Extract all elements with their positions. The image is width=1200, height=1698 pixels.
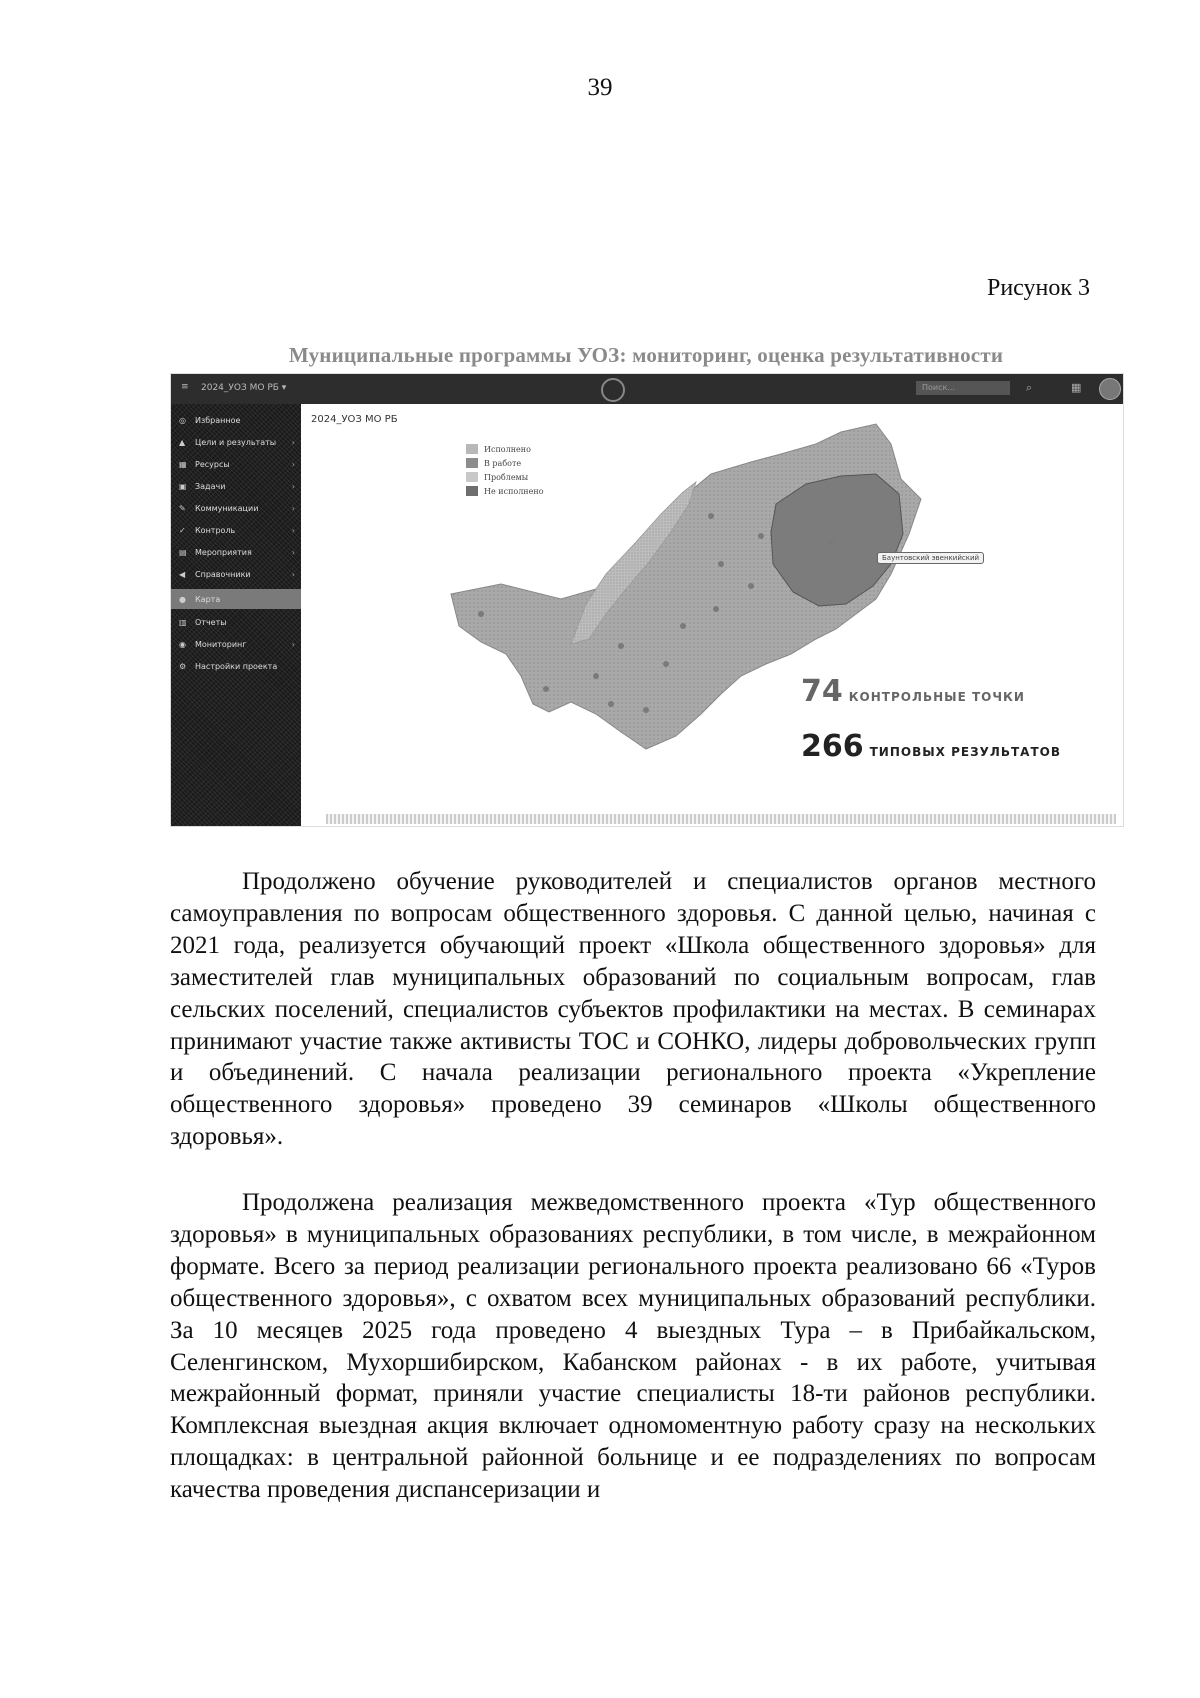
sidebar-item[interactable] <box>171 454 301 474</box>
sidebar-item-label: Отчеты <box>195 617 227 627</box>
map-marker <box>828 539 834 545</box>
sidebar-item-icon: ◉ <box>179 639 186 649</box>
horizontal-scrollbar[interactable] <box>326 814 1116 824</box>
sidebar-item[interactable] <box>171 498 301 518</box>
sidebar-item-icon: ✓ <box>179 525 186 535</box>
legend-label: Не исполнено <box>484 486 544 496</box>
legend-swatch <box>466 444 478 454</box>
map-marker <box>718 561 724 567</box>
map-marker <box>618 643 624 649</box>
map-legend <box>466 442 544 498</box>
map-marker <box>708 513 714 519</box>
sidebar-item-icon: ▲ <box>179 437 186 447</box>
stat-label: ТИПОВЫХ РЕЗУЛЬТАТОВ <box>869 745 1061 759</box>
paragraph: Продолжена реализация межведомственного проекта «Тур общественного здоровья» в муниципальных образованиях республики, в том числе, в межрайонном формате. Всего за период реализации регионального проекта реализовано 66 «Туров общественного здоровья», с охватом всех муниципальных образований республики. За 10 месяцев 2025 года проведено 4 выездных Тура – в Прибайкальском, Селенгинском, Мухоршибирском, Кабанском районах - в их работе, учитывая межрайонный формат, приняли участие специалисты 18-ти районов республики. Комплексная выездная акция включает одномоментную работу сразу на нескольких площадках: в центральной районной больнице и ее подразделениях по вопросам качества проведения диспансеризации и <box>170 1189 1096 1504</box>
sidebar-item-label: Цели и результаты <box>195 437 277 447</box>
sidebar-item-label: Карта <box>195 594 221 604</box>
legend-item <box>466 484 544 498</box>
sidebar-item-label: Мероприятия <box>195 547 252 557</box>
project-selector[interactable]: 2024_УОЗ МО РБ ▾ <box>201 383 287 393</box>
chevron-right-icon: › <box>291 503 295 513</box>
legend-item <box>466 442 544 456</box>
map-marker <box>748 583 754 589</box>
menu-icon[interactable]: ≡ <box>181 382 189 392</box>
map-marker <box>758 533 764 539</box>
sidebar <box>171 404 301 826</box>
legend-label: Проблемы <box>484 472 529 482</box>
sidebar-item[interactable] <box>171 410 301 430</box>
dashboard-screenshot <box>170 373 1124 827</box>
map-marker <box>663 661 669 667</box>
legend-swatch <box>466 458 478 468</box>
map-marker <box>643 707 649 713</box>
map-marker <box>680 623 686 629</box>
sidebar-item-label: Коммуникации <box>195 503 259 513</box>
search-input[interactable]: Поиск... <box>916 381 1010 395</box>
map-marker <box>543 686 549 692</box>
stat-label: КОНТРОЛЬНЫЕ ТОЧКИ <box>848 690 1025 704</box>
chevron-right-icon: › <box>291 459 295 469</box>
chevron-right-icon: › <box>291 481 295 491</box>
sidebar-item-label: Справочники <box>195 569 251 579</box>
sidebar-item[interactable] <box>171 589 301 609</box>
sidebar-item-icon: ▣ <box>179 481 187 491</box>
stat-value: 266 <box>801 729 864 764</box>
map-marker <box>478 611 484 617</box>
legend-label: Исполнено <box>484 444 531 454</box>
sidebar-item[interactable] <box>171 564 301 584</box>
sidebar-item-icon: ✎ <box>179 503 186 513</box>
sidebar-item[interactable] <box>171 656 301 676</box>
map-marker <box>608 701 614 707</box>
legend-item <box>466 470 544 484</box>
paragraph: Продолжено обучение руководителей и специалистов органов местного самоуправления по вопросам общественного здоровья. С данной целью, начиная с 2021 года, реализуется обучающий проект «Школа общественного здоровья» для заместителей глав муниципальных образований по социальным вопросам, глав сельских поселений, специалистов субъектов профилактики на местах. В семинарах принимают участие также активисты ТОС и СОНКО, лидеры добровольческих групп и объединений. С начала реализации регионального проекта «Укрепление общественного здоровья» проведено 39 семинаров «Школы общественного здоровья». <box>170 868 1096 1151</box>
search-icon[interactable]: ⌕ <box>1026 381 1033 394</box>
sidebar-item-label: Задачи <box>195 481 226 491</box>
legend-label: В работе <box>484 458 522 468</box>
dashboard-title: 2024_УОЗ МО РБ <box>311 414 398 425</box>
chevron-right-icon: › <box>291 437 295 447</box>
sidebar-item-icon: ▦ <box>179 459 187 469</box>
sidebar-item-icon: ◀ <box>179 569 186 579</box>
sidebar-item-icon: ● <box>179 594 186 604</box>
figure-title: Муниципальные программы УОЗ: мониторинг, оценка результативности <box>288 343 1004 367</box>
chevron-right-icon: › <box>291 569 295 579</box>
stat-control-points <box>801 674 1025 709</box>
legend-swatch <box>466 472 478 482</box>
map-callout: Баунтовский эвенкийский <box>877 552 984 564</box>
sidebar-item[interactable] <box>171 476 301 496</box>
sidebar-item[interactable] <box>171 612 301 632</box>
sidebar-item-label: Избранное <box>195 415 241 425</box>
sidebar-item[interactable] <box>171 634 301 654</box>
stat-value: 74 <box>801 674 843 709</box>
chevron-right-icon: › <box>291 525 295 535</box>
apps-grid-icon[interactable]: ▦ <box>1071 381 1082 394</box>
sidebar-item[interactable] <box>171 520 301 540</box>
sidebar-item[interactable] <box>171 542 301 562</box>
sidebar-item-icon: ▤ <box>179 547 187 557</box>
sidebar-item-label: Мониторинг <box>195 639 247 649</box>
chevron-right-icon: › <box>291 547 295 557</box>
stat-typical-results <box>801 729 1061 764</box>
chevron-right-icon: › <box>291 639 295 649</box>
app-topbar <box>171 374 1123 404</box>
app-logo-icon <box>601 378 625 402</box>
figure-label: Рисунок 3 <box>986 275 1090 301</box>
emblem-icon <box>1099 378 1121 400</box>
sidebar-item[interactable] <box>171 432 301 452</box>
sidebar-item-label: Ресурсы <box>195 459 230 469</box>
sidebar-item-label: Контроль <box>195 525 236 535</box>
map-marker <box>713 606 719 612</box>
map-marker <box>593 673 599 679</box>
legend-swatch <box>466 486 478 496</box>
legend-item <box>466 456 544 470</box>
sidebar-item-label: Настройки проекта <box>195 661 278 671</box>
page-number: 39 <box>587 74 613 101</box>
sidebar-item-icon: ◎ <box>179 415 186 425</box>
sidebar-item-icon: ▥ <box>179 617 187 627</box>
sidebar-item-icon: ⚙ <box>179 661 187 671</box>
